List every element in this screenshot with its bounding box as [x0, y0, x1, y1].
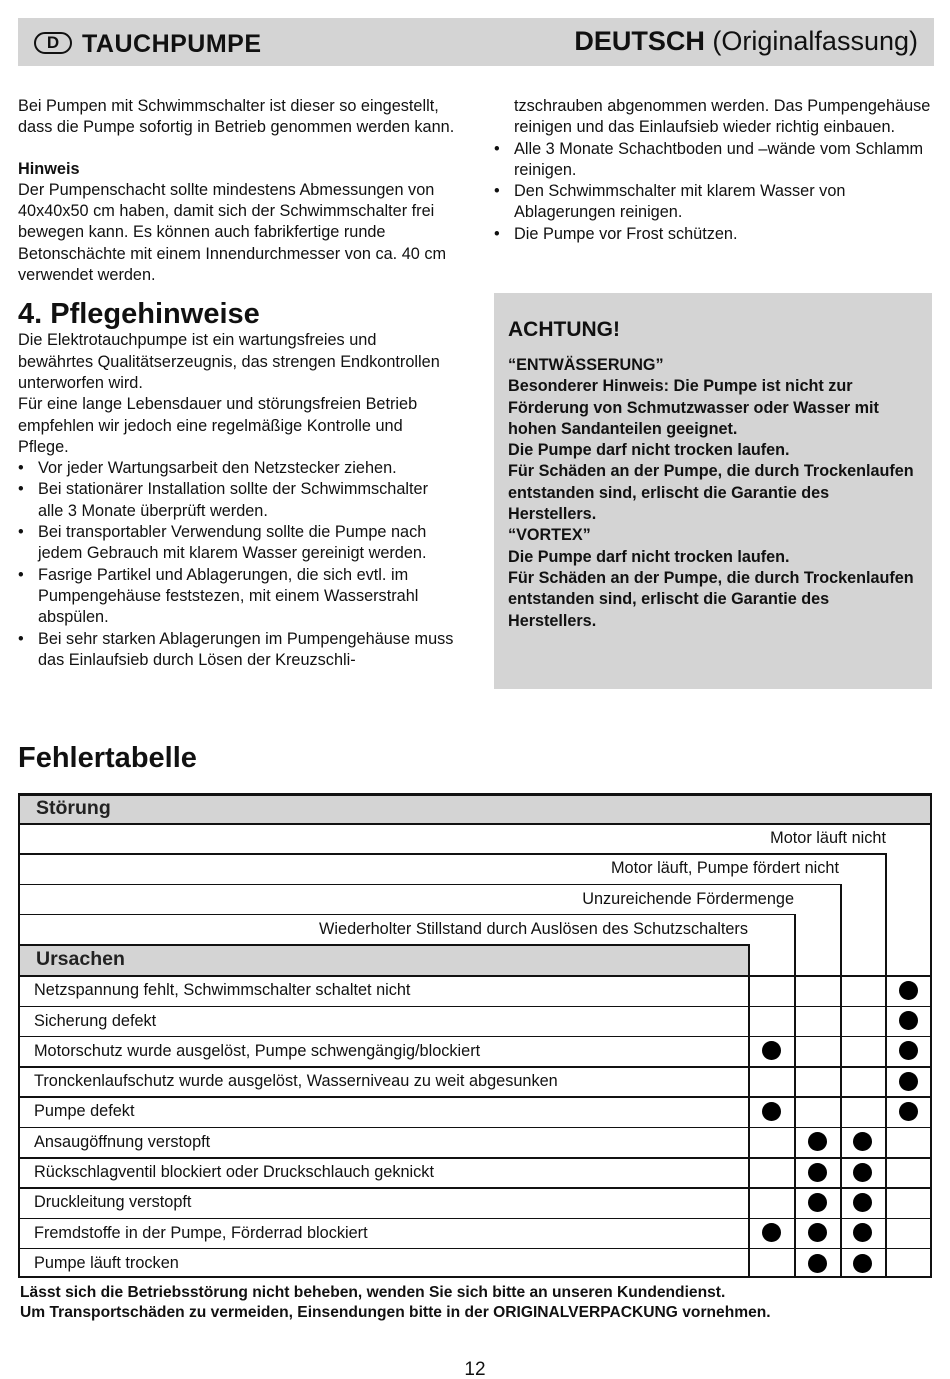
warning-text: Die Pumpe darf nicht trocken laufen. — [508, 547, 790, 566]
fault-header-2: Unzureichende Fördermenge — [582, 889, 794, 908]
list-item: • Vor jeder Wartungsarbeit den Netzstecker ziehen. — [18, 458, 456, 479]
table-rule — [18, 1157, 932, 1159]
fault-indicator-dot — [853, 1223, 872, 1242]
table-border-top — [18, 793, 932, 796]
table-rule — [18, 1006, 932, 1008]
header-title: TAUCHPUMPE — [82, 30, 262, 58]
right-column — [494, 96, 932, 245]
page-number: 12 — [464, 1359, 486, 1379]
warning-box — [494, 293, 932, 689]
fault-table-title: Fehlertabelle — [18, 742, 197, 774]
fault-indicator-dot — [808, 1132, 827, 1151]
note-text: Der Pumpenschacht sollte mindestens Abmessungen von 40x40x50 cm haben, damit sich der Schwimmschalter frei bewegen kann. Es können auch fabrikfertige runde Betonschächte mit einem Innendurchmesser von ca. 40 cm verwendet werden. — [18, 180, 447, 285]
footnote-line: Lässt sich die Betriebsstörung nicht beheben, wenden Sie sich bitte an unseren Kundendienst. — [20, 1284, 726, 1301]
warning-title: ACHTUNG! — [508, 318, 620, 341]
table-row: Fremdstoffe in der Pumpe, Förderrad blockiert — [34, 1223, 368, 1242]
table-row: Druckleitung verstopft — [34, 1193, 192, 1212]
right-bullet-list — [494, 139, 932, 245]
intro-paragraph: Bei Pumpen mit Schwimmschalter ist dieser so eingestellt, dass die Pumpe sofortig in Betrieb genommen werden kann. — [18, 97, 455, 137]
fault-indicator-dot — [899, 1102, 918, 1121]
fault-indicator-dot — [808, 1223, 827, 1242]
fault-indicator-dot — [853, 1254, 872, 1273]
table-rule — [18, 1036, 932, 1038]
table-row: Rückschlagventil blockiert oder Druckschlauch geknickt — [34, 1163, 434, 1181]
table-rule — [18, 823, 932, 825]
list-item: • Bei stationärer Installation sollte der Schwimmschalter alle 3 Monate überprüft werden. — [18, 479, 456, 522]
table-rule — [18, 914, 795, 916]
fault-indicator-dot — [899, 981, 918, 1000]
fault-indicator-dot — [762, 1041, 781, 1060]
faults-header-label: Störung — [36, 797, 111, 819]
header-language — [574, 26, 918, 57]
warning-text: Die Pumpe darf nicht trocken laufen. — [508, 441, 790, 460]
header-language-rest: (Originalfassung) — [704, 26, 918, 56]
warning-text: Für Schäden an der Pumpe, die durch Trockenlaufen entstanden sind, erlischt die Garantie des Herstellers. — [508, 462, 914, 524]
list-item: • Die Pumpe vor Frost schützen. — [494, 224, 932, 245]
fault-header-4: Motor läuft nicht — [770, 829, 886, 847]
language-badge: D — [34, 32, 72, 54]
footnote-line: Um Transportschäden zu vermeiden, Einsendungen bitte in der ORIGINALVERPACKUNG vornehmen. — [20, 1304, 771, 1321]
note-title: Hinweis — [18, 159, 80, 178]
table-rule — [18, 975, 932, 977]
warning-subtitle-vortex: “VORTEX” — [508, 526, 591, 545]
table-row: Motorschutz wurde ausgelöst, Pumpe schwengängig/blockiert — [34, 1041, 481, 1060]
fault-indicator-dot — [853, 1132, 872, 1151]
fault-indicator-dot — [899, 1072, 918, 1091]
fault-indicator-dot — [899, 1041, 918, 1060]
left-column — [18, 96, 456, 671]
table-rule — [18, 853, 886, 855]
table-row: Pumpe läuft trocken — [34, 1253, 179, 1272]
fault-header-3: Motor läuft, Pumpe fördert nicht — [610, 859, 839, 878]
fault-header-1: Wiederholter Stillstand durch Auslösen des Schutzschalters — [319, 919, 748, 938]
causes-header-label: Ursachen — [36, 948, 125, 971]
section-title: 4. Pflegehinweise — [18, 298, 260, 331]
care-paragraph-1: Die Elektrotauchpumpe ist ein wartungsfreies und bewährtes Qualitätserzeugnis, das strengen Endkontrollen unterworfen wird. — [18, 331, 440, 392]
list-item: • Fasrige Partikel und Ablagerungen, die sich evtl. im Pumpengehäuse feststezen, mit einem Wasserstrahl abspülen. — [18, 565, 456, 629]
table-rule — [18, 1066, 932, 1068]
list-item: • Bei transportabler Verwendung sollte die Pumpe nach jedem Gebrauch mit klarem Wasser gereinigt werden. — [18, 522, 456, 565]
list-item: • Bei sehr starken Ablagerungen im Pumpengehäuse muss das Einlaufsieb durch Lösen der Kreuzschli- — [18, 629, 456, 672]
fault-indicator-dot — [853, 1163, 872, 1182]
table-rule — [18, 1127, 932, 1129]
faults-header-band — [20, 795, 930, 823]
table-row: Sicherung defekt — [34, 1011, 157, 1030]
table-row: Tronckenlaufschutz wurde ausgelöst, Wasserniveau zu weit abgesunken — [34, 1072, 558, 1091]
warning-subtitle-drainage: “ENTWÄSSERUNG” — [508, 356, 664, 374]
care-paragraph-2: Für eine lange Lebensdauer und störungsfreien Betrieb empfehlen wir jedoch eine regelmäßige Kontrolle und Pflege. — [18, 395, 418, 456]
fault-indicator-dot — [808, 1254, 827, 1273]
table-row: Ansaugöffnung verstopft — [34, 1132, 211, 1151]
fault-indicator-dot — [899, 1011, 918, 1030]
fault-indicator-dot — [762, 1223, 781, 1242]
causes-header-band — [20, 946, 748, 975]
list-item: • Alle 3 Monate Schachtboden und –wände vom Schlamm reinigen. — [494, 139, 932, 182]
page-header — [18, 18, 934, 66]
list-item: • Den Schwimmschalter mit klarem Wasser von Ablagerungen reinigen. — [494, 181, 932, 224]
fault-table — [18, 793, 932, 1278]
fault-indicator-dot — [762, 1102, 781, 1121]
header-language-bold: DEUTSCH — [574, 26, 705, 56]
warning-text: Besonderer Hinweis: Die Pumpe ist nicht zur Förderung von Schmutzwasser oder Wasser mit hohen Sandanteilen geeignet. — [508, 377, 879, 438]
warning-text: Für Schäden an der Pumpe, die durch Trockenlaufen entstanden sind, erlischt die Garantie des Herstellers. — [508, 568, 914, 630]
table-row: Netzspannung fehlt, Schwimmschalter schaltet nicht — [34, 981, 411, 1000]
bullet-continuation: tzschrauben abgenommen werden. Das Pumpengehäuse reinigen und das Einlaufsieb wieder richtig einbauen. — [514, 97, 931, 137]
footnote — [20, 1283, 771, 1323]
table-rule — [18, 1187, 932, 1189]
table-rule — [18, 884, 841, 886]
table-rule — [18, 1096, 932, 1098]
table-rule — [748, 944, 750, 1278]
fault-indicator-dot — [853, 1193, 872, 1212]
table-rule — [18, 1248, 932, 1250]
fault-indicator-dot — [808, 1193, 827, 1212]
table-row: Pumpe defekt — [34, 1102, 135, 1121]
care-bullet-list — [18, 458, 456, 671]
fault-indicator-dot — [808, 1163, 827, 1182]
table-rule — [18, 1218, 932, 1220]
